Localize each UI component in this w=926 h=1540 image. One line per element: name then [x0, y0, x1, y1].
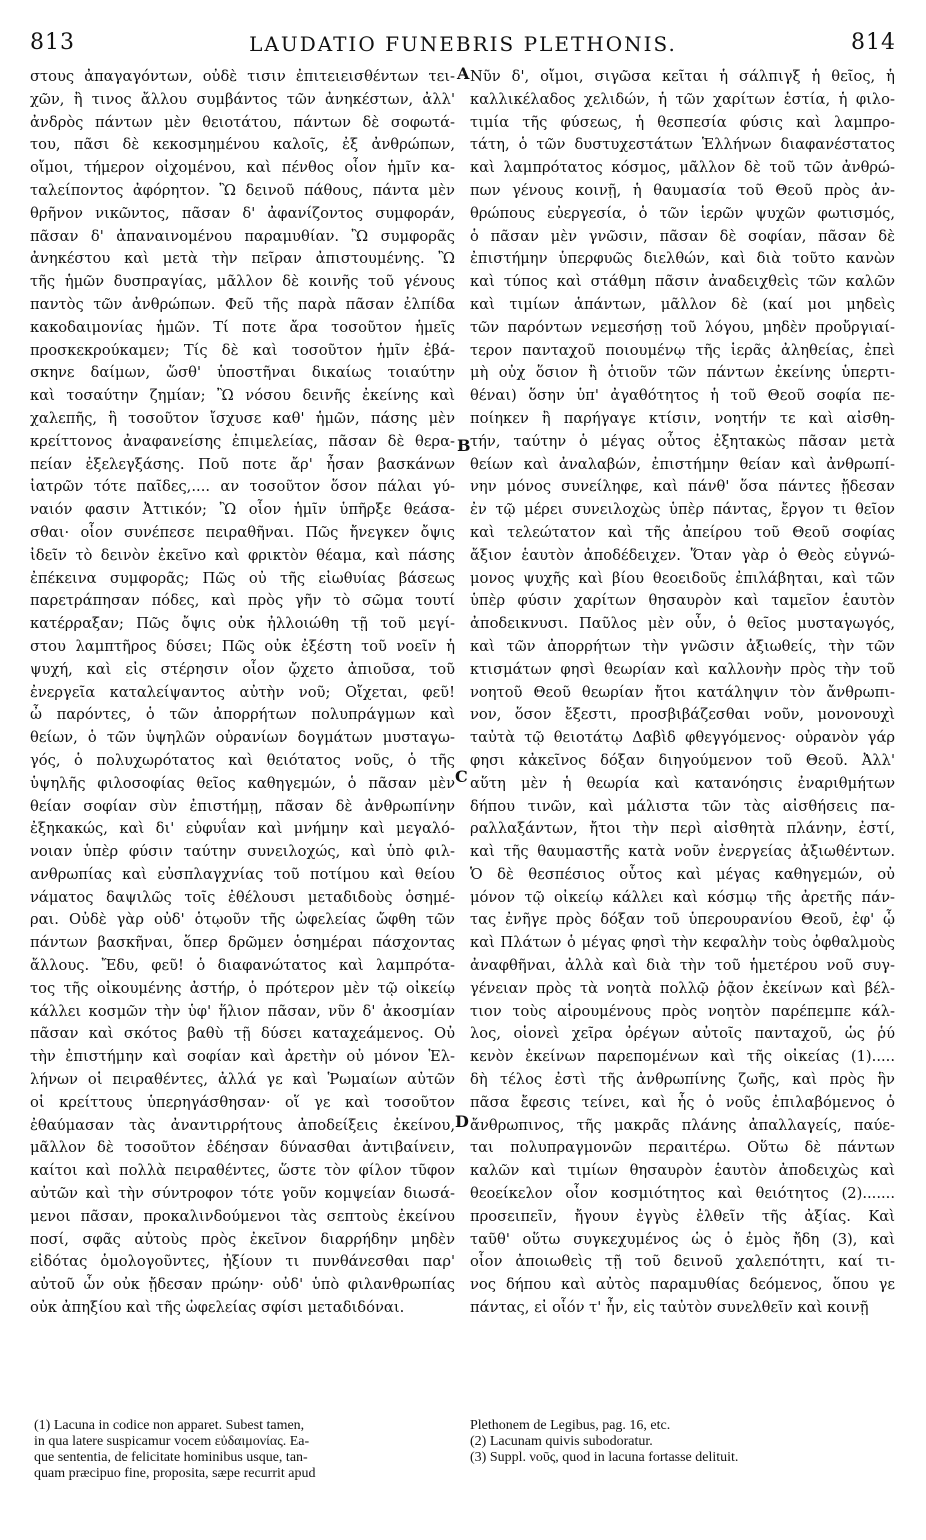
text-line: προσειπεῖν, ἤγουν ἐγγὺς ἐλθεῖν τῆς ἀξίας. Καὶ — [470, 1207, 895, 1225]
running-head: LAUDATIO FUNEBRIS PLETHONIS. — [249, 32, 677, 56]
text-line: αὐτοῦ ὧν οὐκ ᾔδεσαν πρώην· οὐδ' ὑπὸ φιλανθρωπίας — [30, 1276, 455, 1294]
text-line: Ὁ δὲ θεσπέσιος οὗτος καὶ μέγας καθηγεμών, οὐ — [470, 865, 895, 883]
page-number-right: 814 — [851, 30, 896, 55]
section-marker-a: A — [457, 64, 470, 83]
text-line: πάντων βασκῆναι, ὅπερ δρῶμεν ὁσημέραι πάσχοντας — [30, 934, 455, 952]
text-line: οὐκ ἀπηξίου καὶ τῆς ὠφελείας σφίσι μεταδιδόναι. — [30, 1299, 405, 1317]
section-marker-d: D — [455, 1112, 469, 1131]
text-line: παντὸς τῶν ἀνθρώπων. Φεῦ τῆς παρὰ πᾶσαν ἐλπίδα — [30, 295, 455, 313]
text-line: μονος ψυχῆς καὶ βίου θεοειδοῦς ἐπιλάβηται, καὶ τῶν — [470, 569, 895, 587]
text-line: σθαι· οἷον συνέπεσε πειραθῆναι. Πῶς ἤνεγκεν ὄψις — [30, 523, 455, 541]
text-line: ἐν τῷ μέρει συνειλοχὼς ὑπὲρ πάντας, ἔργον τι θεῖον — [470, 501, 895, 519]
section-marker-c: C — [455, 767, 468, 786]
text-line: καὶ τελεώτατον καὶ τῆς ἀπείρου τοῦ Θεοῦ σοφίας — [470, 523, 895, 541]
text-line: Νῦν δ', οἴμοι, σιγῶσα κεῖται ἡ σάλπιγξ ἡ θεῖος, ἡ — [470, 68, 895, 85]
text-line: μενοι πᾶσαν, προκαλινδούμενοι τὰς σεπτοὺς ἐκείνου — [30, 1207, 455, 1225]
text-line: θείων καὶ ἀναλαβών, ἐπιστήμην θείαν καὶ ἀνθρωπί- — [470, 455, 895, 473]
text-line: νάματος δαψιλῶς τοῖς ἐθέλουσι μεταδιδοὺς ὁσημέ- — [30, 888, 455, 906]
footnotes-right — [470, 1418, 890, 1466]
text-line: νον, ὅσον ἔξεστι, προσβιβάζεσθαι νοῦν, μονονουχὶ — [470, 706, 895, 724]
text-line: τήν, ταύτην ὁ μέγας οὗτος ἐξητακὼς πᾶσαν μετὰ — [470, 432, 895, 450]
text-line: καλλικέλαδος χελιδών, ἡ τῶν χαρίτων ἑστία, ἡ φιλο- — [470, 90, 895, 108]
text-line: αὕτη μὲν ἡ θεωρία καὶ κατανόησις ἐναριθμήτων — [470, 774, 895, 792]
text-line: δήπου τινῶν, καὶ μάλιστα τῶν τὰς αἰσθήσεις πα- — [470, 797, 895, 815]
text-line: ναιόν φασιν Ἀττικόν; Ὢ οἷον ἡμῖν ὑπῆρξε θεάσα- — [30, 501, 455, 519]
text-line: λος, οἱονεὶ χεῖρα ὀρέγων αὐτοῖς πανταχοῦ, ὡς ῥύ — [470, 1025, 895, 1043]
footnote-line: in qua latere suspicamur vocem εὐδαιμονίας. Ea- — [34, 1434, 310, 1449]
text-line: τάτη, ὁ τῶν δυστυχεστάτων Ἑλλήνων διαφανέστατος — [470, 136, 895, 154]
text-line: του, πᾶσι δὲ κεκοσμημένου καλοῖς, ἐξ ἀνθρώπων, — [30, 136, 455, 154]
page-header — [30, 30, 896, 64]
text-line: ὑπὲρ φύσιν χαρίτων θησαυρὸν καὶ ταμεῖον ἑαυτὸν — [470, 592, 895, 610]
footnote-line: (2) Lacunam quivis subodoratur. — [470, 1434, 653, 1449]
text-line: μόνον τῷ οἰκείῳ κάλλει καὶ κόσμῳ τῆς ἀρετῆς πάν- — [470, 888, 895, 906]
text-line: γένειαν πρὸς τὰ νοητὰ πολλῷ ῥᾷον ἐκείνων καὶ βέλ- — [470, 979, 895, 997]
page-number-left: 813 — [30, 30, 75, 55]
text-line: προσκεκρούκαμεν; Τίς δὲ καὶ τοσοῦτον ἡμῖν ἐβά- — [30, 341, 455, 359]
text-line: ἐθαύμασαν τὰς ἀναντιρρήτους ἀποδείξεις ἐκείνου, — [30, 1116, 455, 1134]
text-line: κάλλει κοσμῶν τὴν ὑφ' ἥλιον πᾶσαν, νῦν δ' ἀκοσμίαν — [30, 1002, 455, 1020]
text-line: θεοείκελον οἷον κοσμιότητος καὶ θειότητος (2)....... — [470, 1185, 895, 1203]
text-line: ἐπέκεινα συμφορᾶς; Πῶς οὐ τῆς εἰωθυίας βάσεως — [30, 569, 455, 587]
text-line: ἀνδρὸς πάντων μὲν θειοτάτου, πάντων δὲ σοφωτά- — [30, 113, 455, 131]
text-line: νος δήπου καὶ αὐτὸς παραμυθίας δεόμενος, ὅπου γε — [470, 1276, 895, 1294]
footnote-line: Plethonem de Legibus, pag. 16, etc. — [470, 1418, 671, 1433]
text-line: καὶ τοσαύτην ζημίαν; Ὢ νόσου δεινῆς ἐκείνης καὶ — [30, 387, 455, 405]
text-line: ἄξιον ἑαυτὸν ἀποδέδειχεν. Ὅταν γὰρ ὁ Θεὸς εὐγνώ- — [470, 546, 895, 564]
text-line: χαλεπῆς, ἣ τοσοῦτον ἴσχυσε καθ' ἡμῶν, πάσης μὲν — [30, 409, 455, 427]
text-line: ταὐτὰ τῷ θειοτάτῳ Δαβὶδ φθεγγόμενος· οὐρανὸν γάρ — [470, 729, 895, 747]
text-line: νοητοῦ Θεοῦ θεωρίαν ἤτοι κατάληψιν τὸν ἄνθρωπι- — [470, 683, 895, 701]
section-marker-b: B — [457, 436, 471, 455]
text-line: ανθρωπίας καὶ εὐσπλαγχνίας τοῦ ποτίμου καὶ θείου — [30, 865, 455, 883]
text-line: ταῦθ' οὕτω συγκεχυμένος ὡς ὁ ἐμὸς ἤδη (3), καὶ — [470, 1230, 895, 1248]
right-text-column — [470, 66, 895, 1320]
footnote-line: (1) Lacuna in codice non apparet. Subest tamen, — [34, 1418, 305, 1433]
text-line: κενὸν ἐκείνων παρεπομένων καὶ τῆς οἰκείας (1)..... — [470, 1048, 895, 1066]
text-line: ταλείποντος ἀφόρητον. Ὢ δεινοῦ πάθους, πάντα μὲν — [30, 181, 455, 199]
text-line: ἀναφθῆναι, ἀλλὰ καὶ διὰ τὴν τοῦ ἡμετέρου νοῦ συγ- — [470, 957, 895, 975]
text-line: θρῆνον νικῶντος, πᾶσαν δ' ἀφανίζοντος συμφοράν, — [30, 204, 455, 222]
text-line: μὴ οὐχ ὅσιον ἢ ὁτιοῦν τῶν πάντων ἐκείνης ὑπερτι- — [470, 364, 895, 382]
text-line: τας ἐνῆγε πρὸς δόξαν τοῦ ὑπερουρανίου Θεοῦ, ἐφ' ᾧ — [470, 911, 895, 929]
text-line: ποίηκεν ἢ παρήγαγε κτίσιν, νοητήν τε καὶ αἰσθη- — [470, 409, 895, 427]
text-line: οἴμοι, τήμερον οἰχομένου, καὶ πένθος οἷον ἡμῖν κα- — [30, 159, 455, 177]
text-line: θέναι) ὅσην ὑπ' ἀγαθότητος ἡ τοῦ Θεοῦ σοφία πε- — [470, 387, 895, 405]
text-line: τῶν παρόντων νεμεσήσῃ τοῦ λόγου, μηδὲν προὔργιαί- — [470, 318, 895, 336]
footnote-line: quam præcipuo fine, proposita, sæpe recurrit apud — [34, 1466, 316, 1481]
footnotes-left — [34, 1418, 452, 1482]
text-line: ὁ πᾶσαν μὲν γνῶσιν, πᾶσαν δὲ σοφίαν, πᾶσαν δὲ — [470, 227, 895, 245]
text-line: νοιαν ὑπὲρ φύσιν ταύτην συνειλοχώς, καὶ ὑπὸ φιλ- — [30, 843, 455, 861]
text-line: θρώπους εὐεργεσία, ὁ τῶν ἱερῶν ψυχῶν φωτισμός, — [470, 204, 895, 222]
text-line: μᾶλλον δὲ τοσοῦτον ἐδέησαν δύνασθαι ἀντιβαίνειν, — [30, 1139, 455, 1157]
text-line: θείαν σοφίαν σὺν ἐπιστήμῃ, πᾶσαν δὲ ἀνθρωπίνην — [30, 797, 455, 815]
text-line: τὴν ἐπιστήμην καὶ σοφίαν καὶ ἀρετὴν οὐ μόνον Ἑλ- — [30, 1048, 455, 1066]
text-line: ἄλλους. Ἔδυ, φεῦ! ὁ διαφανώτατος καὶ λαμπρότα- — [30, 957, 455, 975]
text-line: φησι κἀκεῖνος δόξαν διηγούμενον τοῦ Θεοῦ. Ἀλλ' — [470, 751, 895, 769]
text-line: καὶ τιμίων ἁπάντων, μᾶλλον δὲ (καί μοι μηδεὶς — [470, 295, 895, 313]
text-line: αὐτῶν καὶ τὴν σύντροφον τότε γοῦν κομψείαν διωσά- — [30, 1185, 455, 1203]
text-line: πείαν ἐξελεγξάσης. Ποῦ ποτε ἄρ' ἦσαν βασκάνων — [30, 455, 455, 473]
text-line: τος τῆς οἰκουμένης ἀστήρ, ὁ πρότερον μὲν τῷ οἰκείῳ — [30, 979, 455, 997]
text-line: πᾶσαν καὶ σκότος βαθὺ τῇ δύσει καταχεάμενος. Οὐ — [30, 1025, 455, 1043]
text-line: στου λαμπτῆρος δύσει; Πῶς οὐκ ἐξέστη τοῦ νοεῖν ἡ — [30, 637, 455, 655]
text-line: ἐπιστήμην ὑπερφυῶς διελθών, καὶ διὰ τοῦτο κανὼν — [470, 250, 895, 268]
text-line: ἰδεῖν τὸ δεινὸν ἐκεῖνο καὶ φρικτὸν θέαμα, καὶ πάσης — [30, 546, 455, 564]
text-line: καὶ λαμπρότατος κόσμος, μᾶλλον δὲ τοῦ τῶν ἀνθρώ- — [470, 159, 895, 177]
text-line: ὦ παρόντες, ὁ τῶν ἀπορρήτων πολυπράγμων καὶ — [30, 706, 455, 724]
text-line: δὴ τέλος ἐστὶ τῆς ἀνθρωπίνης ζωῆς, καὶ πρὸς ἣν — [470, 1071, 895, 1089]
text-line: ἐνεργεῖα καταλείψαντος αὐτὴν νοῦ; Οἴχεται, φεῦ! — [30, 683, 455, 701]
text-line: ἰατρῶν τότε παῖδες,.... αν τοσοῦτον ὅσον πάλαι γύ- — [30, 478, 455, 496]
text-line: τιμία τῆς φύσεως, ἡ θεσπεσία φύσις καὶ λαμπρο- — [470, 113, 895, 131]
text-line: καὶ Πλάτων ὁ μέγας φησὶ τὴν κεφαλὴν τοὺς ὀφθαλμοὺς — [470, 934, 895, 952]
text-line: πων γένους κοινῇ, ἡ θαυμασία τοῦ Θεοῦ πρὸς ἀν- — [470, 181, 895, 199]
text-line: τῆς ἡμῶν δυσπραγίας, μᾶλλον δὲ κοινῆς τοῦ γένους — [30, 273, 455, 291]
text-line: καὶ τύπος καὶ στάθμη πᾶσιν ἀναδειχθεὶς τῶν καλῶν — [470, 273, 895, 291]
text-line: ἀποδεικνυσι. Παῦλος μὲν οὖν, ὁ θεῖος μυσταγωγός, — [470, 615, 895, 633]
text-line: κρείττονος ἀναφανείσης ἐπιμελείας, πᾶσαν δὲ θερα- — [30, 432, 455, 450]
text-line: λήνων οἱ πειραθέντες, ἀλλά γε καὶ Ῥωμαίων αὐτῶν — [30, 1071, 455, 1089]
text-line: οἱ κρείττους ὑπερηγάσθησαν· οἵ γε καὶ τοσοῦτον — [30, 1093, 455, 1111]
text-line: χῶν, ἢ τινος ἄλλου συμβάντος τῶν ἀνηκέστων, ἀλλ' — [30, 90, 455, 108]
text-line: καὶ τῶν ἀπορρήτων τὴν γνῶσιν ἀξιωθείς, τὴν τῶν — [470, 637, 895, 655]
text-line: τιον τοὺς αἱρουμένους πρὸς νοητὸν παρέπεμπε κάλ- — [470, 1002, 895, 1020]
text-line: κτισμάτων φησὶ θεωρίαν καὶ καλλονὴν πρὸς τὴν τοῦ — [470, 660, 895, 678]
text-line: εἰδότας ὁμολογοῦντες, ἠξίουν τι πυνθάνεσθαι παρ' — [30, 1253, 455, 1271]
text-line: γός, ὁ πολυχωρότατος καὶ θειότατος νοῦς, ὁ τῆς — [30, 751, 455, 769]
text-line: κακοδαιμονίας ἡμῶν. Τί ποτε ἄρα τοσοῦτον ἡμεῖς — [30, 318, 455, 336]
text-line: ποσί, σφᾶς αὐτοὺς πρὸς ἐκεῖνον διαρρήδην μηδὲν — [30, 1230, 455, 1248]
text-line: νην μόνος συνείληφε, καὶ πάνθ' ὅσα πάντες ᾔδεσαν — [470, 478, 895, 496]
text-line: ψυχή, καὶ εἰς στέρησιν οἷον ᾤχετο ἀπιοῦσα, τοῦ — [30, 660, 455, 678]
text-line: παρετράπησαν πόδες, καὶ πρὸς γῆν τὸ σῶμα τουτί — [30, 592, 455, 610]
footnote-line: (3) Suppl. νοῦς, quod in lacuna fortasse delituit. — [470, 1450, 739, 1465]
text-line: ἐξηκακώς, καὶ δι' εὐφυΐαν καὶ μνήμην καὶ μεγαλό- — [30, 820, 455, 838]
text-line: ὑψηλῆς φιλοσοφίας θεῖος καθηγεμών, ὁ πᾶσαν μὲν — [30, 774, 455, 792]
text-line: ραι. Οὐδὲ γὰρ οὐδ' ὁτῳοῦν τῆς ὠφελείας ὤφθη τῶν — [30, 911, 455, 929]
text-line: θείων, ὁ τῶν ὑψηλῶν οὐρανίων δογμάτων μυσταγω- — [30, 729, 455, 747]
text-line: ται πολυπραγμονῶν περαιτέρω. Οὕτω δὲ πάντων — [470, 1139, 895, 1157]
text-line: τερον πανταχοῦ ποιουμένῳ τῆς ἱερᾶς ἀληθείας, ἐπεὶ — [470, 341, 895, 359]
text-line: οἷον ἀποιωθεὶς τῇ τοῦ δεινοῦ χαλεπότητι, καί τι- — [470, 1253, 895, 1271]
text-line: καλῶν καὶ τιμίων θησαυρὸν ἑαυτὸν ἀποδειχὼς καὶ — [470, 1162, 895, 1180]
text-line: ραλλαξάντων, ἤτοι τὴν περὶ αἰσθητὰ πλάνην, ἐστί, — [470, 820, 895, 838]
left-text-column — [30, 66, 455, 1320]
text-line: στους ἀπαγαγόντων, οὐδὲ τισιν ἐπιτειεισθέντων τει- — [30, 68, 455, 85]
text-line: πάντας, εἰ οἷόν τ' ἦν, εἰς ταὐτὸν συνελθεῖν καὶ κοινῇ — [470, 1299, 869, 1317]
text-line: κατέρραξαν; Πῶς ὄψις οὐκ ἠλλοιώθη τῇ τοῦ μεγί- — [30, 615, 455, 633]
text-line: πᾶσαν δ' ἀπαναινομένου παραμυθίαν. Ὢ συμφορᾶς — [30, 227, 455, 245]
footnote-line: que sententia, de felicitate hominibus usque, tan- — [34, 1450, 308, 1465]
text-line: ἄνθρωπινος, τῆς μακρᾶς πλάνης ἀπαλλαγείς, παύε- — [470, 1116, 895, 1134]
text-line: πᾶσα ἔφεσις τείνει, καὶ ἧς ὁ νοῦς ἐπιλαβόμενος ὁ — [470, 1093, 895, 1111]
text-line: καίτοι καὶ πολλὰ πειραθέντες, ὥστε τὸν φίλον τῦφον — [30, 1162, 455, 1180]
text-line: ἀνηκέστου καὶ μετὰ τὴν πεῖραν ἀπιστουμένης. Ὢ — [30, 250, 455, 268]
text-line: καὶ τῆς θαυμαστῆς κατὰ νοῦν ἐνεργείας ἀξιωθέντων. — [470, 843, 895, 861]
text-line: σκηνε δαίμων, ὥσθ' ὑποστῆναι δικαίως τοιαύτην — [30, 364, 455, 382]
